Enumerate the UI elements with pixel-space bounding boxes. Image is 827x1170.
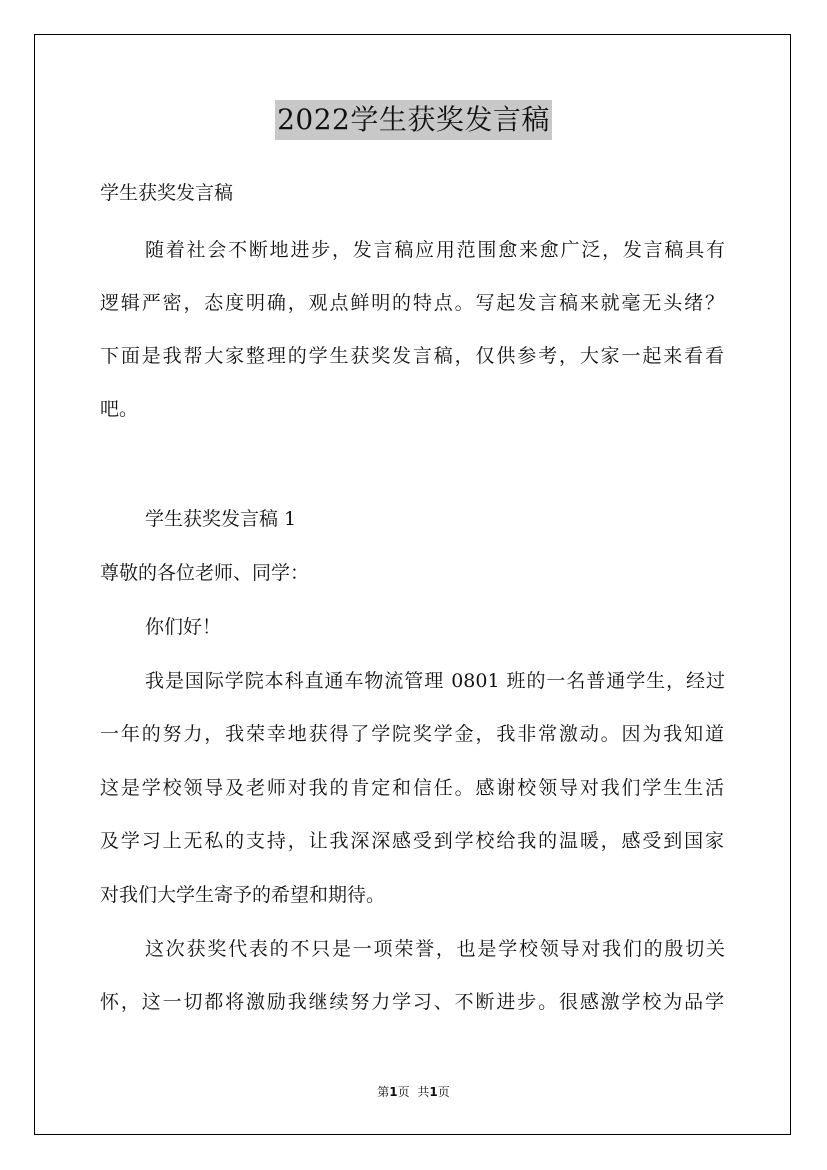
paragraph-line: 对我们大学生寄予的希望和期待。 — [100, 884, 386, 906]
footer-prefix: 第 — [377, 1085, 390, 1099]
paragraph-line: 这是学校领导及老师对我的肯定和信任。感谢校领导对我们学生生活 — [100, 777, 724, 799]
paragraph-line: 一年的努力，我荣幸地获得了学院奖学金，我非常激动。因为我知道 — [100, 723, 724, 745]
intro-line: 下面是我帮大家整理的学生获奖发言稿，仅供参考，大家一起来看看 — [100, 345, 724, 367]
intro-line: 吧。 — [100, 398, 139, 420]
footer-total-prefix: 共 — [417, 1085, 430, 1099]
current-page-number: 1 — [389, 1085, 398, 1099]
page-footer — [0, 1083, 827, 1100]
total-pages-number: 1 — [429, 1085, 438, 1099]
intro-line: 逻辑严密，态度明确，观点鲜明的特点。写起发言稿来就毫无头绪？ — [100, 292, 724, 314]
greeting: 你们好！ — [145, 616, 222, 638]
footer-page-suffix: 页 — [397, 1085, 410, 1099]
document-subtitle: 学生获奖发言稿 — [100, 182, 234, 204]
salutation: 尊敬的各位老师、同学： — [100, 562, 310, 584]
title-container — [0, 100, 827, 140]
section-heading: 学生获奖发言稿 1 — [145, 508, 297, 530]
intro-line: 随着社会不断地进步，发言稿应用范围愈来愈广泛，发言稿具有 — [145, 239, 725, 261]
paragraph-line: 及学习上无私的支持，让我深深感受到学校给我的温暖，感受到国家 — [100, 830, 724, 852]
paragraph-line: 这次获奖代表的不只是一项荣誉，也是学校领导对我们的殷切关 — [145, 938, 725, 960]
paragraph-line: 我是国际学院本科直通车物流管理 0801 班的一名普通学生，经过 — [145, 670, 725, 692]
document-title: 2022学生获奖发言稿 — [275, 100, 552, 140]
footer-total-suffix: 页 — [437, 1085, 450, 1099]
paragraph-line: 怀，这一切都将激励我继续努力学习、不断进步。很感激学校为品学 — [100, 991, 724, 1013]
